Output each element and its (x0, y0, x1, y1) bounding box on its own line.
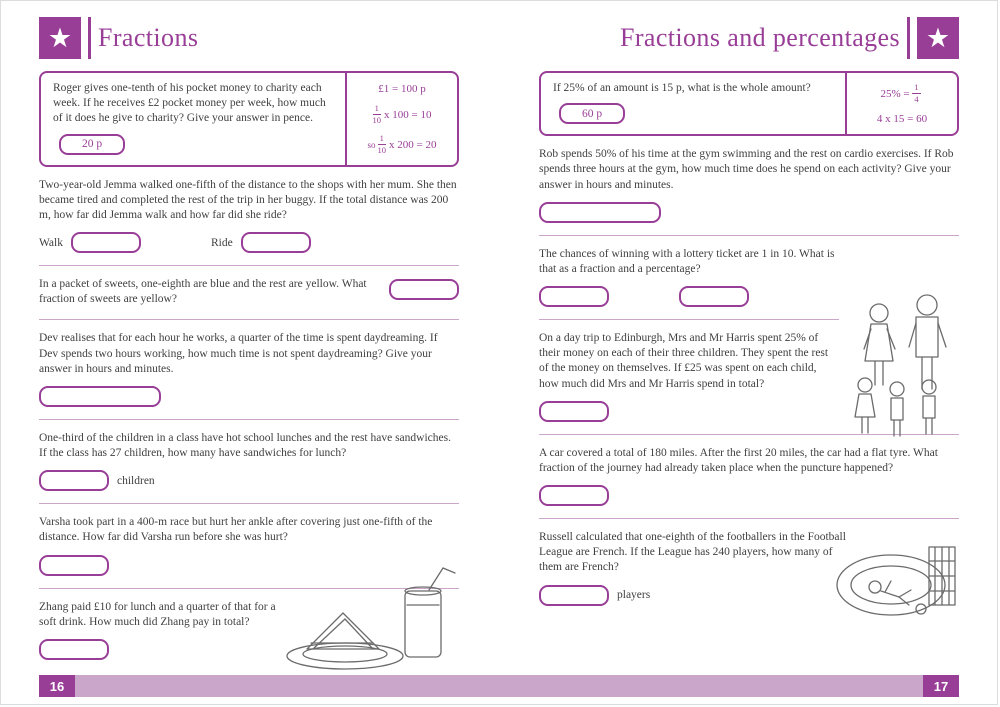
answer-label-ride: Ride (210, 236, 233, 249)
question-jemma (39, 178, 459, 267)
question-text: A car covered a total of 180 miles. After the first 20 miles, the car had a flat tyre. What fraction of the journey had already taken place when the puncture happened? (539, 446, 938, 474)
answer-box-zhang[interactable] (39, 639, 109, 660)
star-glyph: ★ (925, 22, 951, 53)
page-number-left: 16 (39, 675, 75, 697)
question-flat-tyre (539, 446, 959, 519)
question-sweets (39, 277, 459, 320)
question-text: The chances of winning with a lottery ticket are 1 in 10. What is that as a fraction and a percentage? (539, 247, 835, 275)
example-question-area (41, 73, 345, 165)
football-stadium-illustration (833, 535, 959, 631)
divider (539, 235, 959, 236)
right-page-title: Fractions and percentages (619, 23, 900, 52)
example-question-text: Roger gives one-tenth of his pocket money to charity each week. If he receives £2 pocket money per week, how much of it does he give to charity? Give your answer in pence. (53, 82, 326, 125)
working-line: 4 x 15 = 60 (876, 112, 928, 125)
question-text: On a day trip to Edinburgh, Mrs and Mr Harris spent 25% of their money on each of their three children. They spent the rest of the money on themselves. If £25 was spent on each child, how much did Mrs and Mr Harris spend in total? (539, 332, 829, 390)
answer-box-lottery-fraction[interactable] (539, 286, 609, 307)
question-text: One-third of the children in a class have hot school lunches and the rest have sandwiches. If the class has 27 children, how many have sandwiches for lunch? (39, 431, 451, 460)
example-answer-box (559, 103, 625, 124)
question-text: Varsha took part in a 400-m race but hurt her ankle after covering just one-fifth of the distance. How far did Varsha run before she was hurt? (39, 516, 433, 544)
question-daydreaming (39, 331, 459, 420)
right-header (620, 17, 959, 59)
fraction: $\frac{1}{10}$ (377, 132, 387, 155)
divider (39, 319, 459, 320)
family-illustration (843, 289, 955, 441)
example-question-text: If 25% of an amount is 15 p, what is the whole amount? (553, 82, 811, 94)
question-text: Dev realises that for each hour he works, a quarter of the time is spent daydreaming. If Dev spends two hours working, how much time is not spent daydreaming? Give your answer in hours and minutes. (39, 332, 438, 375)
answer-row (539, 202, 959, 223)
working-line: 25% = $\frac{1}{4}$ (880, 81, 919, 104)
star-icon (917, 17, 959, 59)
question-gym (539, 147, 959, 236)
example-working-panel (345, 73, 457, 165)
answer-box-varsha[interactable] (39, 555, 109, 576)
header-divider (88, 17, 91, 59)
left-page-title: Fractions (98, 23, 199, 52)
answer-unit-label: children (117, 474, 155, 487)
divider (39, 419, 459, 420)
divider (539, 518, 959, 519)
star-glyph: ★ (47, 22, 73, 53)
fraction: $\frac{1}{4}$ (914, 81, 919, 104)
answer-label-walk: Walk (39, 236, 63, 249)
divider (39, 503, 459, 504)
answer-row (539, 485, 959, 506)
answer-box-sweets[interactable] (389, 279, 459, 300)
answer-box-footballers[interactable] (539, 585, 609, 606)
fraction: $\frac{1}{10}$ (372, 102, 382, 125)
star-icon (39, 17, 81, 59)
example-working-panel (845, 73, 957, 134)
header-divider (907, 17, 910, 59)
question-text: Two-year-old Jemma walked one-fifth of the distance to the shops with her mum. She then became tired and completed the rest of the trip in her buggy. If the total distance was 200 m, how far did Jemma walk and how far did she ride? (39, 178, 457, 221)
example-answer-box (59, 134, 125, 155)
worked-example-roger (39, 71, 459, 167)
answer-box-edinburgh[interactable] (539, 401, 609, 422)
divider (39, 265, 459, 266)
example-answer-value: 60 p (581, 107, 603, 120)
answer-box-tyre[interactable] (539, 485, 609, 506)
working-line: £1 = 100 p (378, 82, 426, 95)
answer-row (39, 470, 459, 491)
question-text: Rob spends 50% of his time at the gym swimming and the rest on cardio exercises. If Rob spends three hours at the gym, how much time does he spend on each activity? Give your answer in hours and minutes. (539, 148, 954, 191)
question-school-lunches (39, 431, 459, 504)
answer-unit-label: players (617, 589, 651, 602)
page-header (39, 15, 959, 61)
answer-box-gym[interactable] (539, 202, 661, 223)
answer-box-ride[interactable] (241, 232, 311, 253)
working-line: $\frac{1}{10}$ x 100 = 10 (372, 102, 432, 125)
pages-container (1, 67, 997, 677)
answer-row (39, 386, 459, 407)
footer-strip (75, 675, 923, 697)
page-number-right: 17 (923, 675, 959, 697)
right-page (499, 67, 997, 677)
example-question-area (541, 73, 845, 134)
footer-bar (39, 675, 959, 697)
divider (539, 319, 839, 320)
lunch-illustration (283, 563, 461, 675)
example-answer-value: 20 p (81, 138, 103, 151)
left-page (1, 67, 499, 677)
answer-box-walk[interactable] (71, 232, 141, 253)
left-header (39, 17, 198, 59)
question-text: Russell calculated that one-eighth of the footballers in the Football League are French. If the League has 240 players, how many of them are French? (539, 531, 846, 574)
question-text: In a packet of sweets, one-eighth are blue and the rest are yellow. What fraction of sweets are yellow? (39, 278, 367, 306)
question-text: Zhang paid £10 for lunch and a quarter of that for a soft drink. How much did Zhang pay in total? (39, 600, 276, 628)
answer-box-children[interactable] (39, 470, 109, 491)
worked-example-percent (539, 71, 959, 136)
working-line: so $\frac{1}{10}$ x 200 = 20 (367, 132, 437, 155)
answer-box-lottery-percentage[interactable] (679, 286, 749, 307)
answer-row (39, 232, 459, 253)
answer-box-daydreaming[interactable] (39, 386, 161, 407)
